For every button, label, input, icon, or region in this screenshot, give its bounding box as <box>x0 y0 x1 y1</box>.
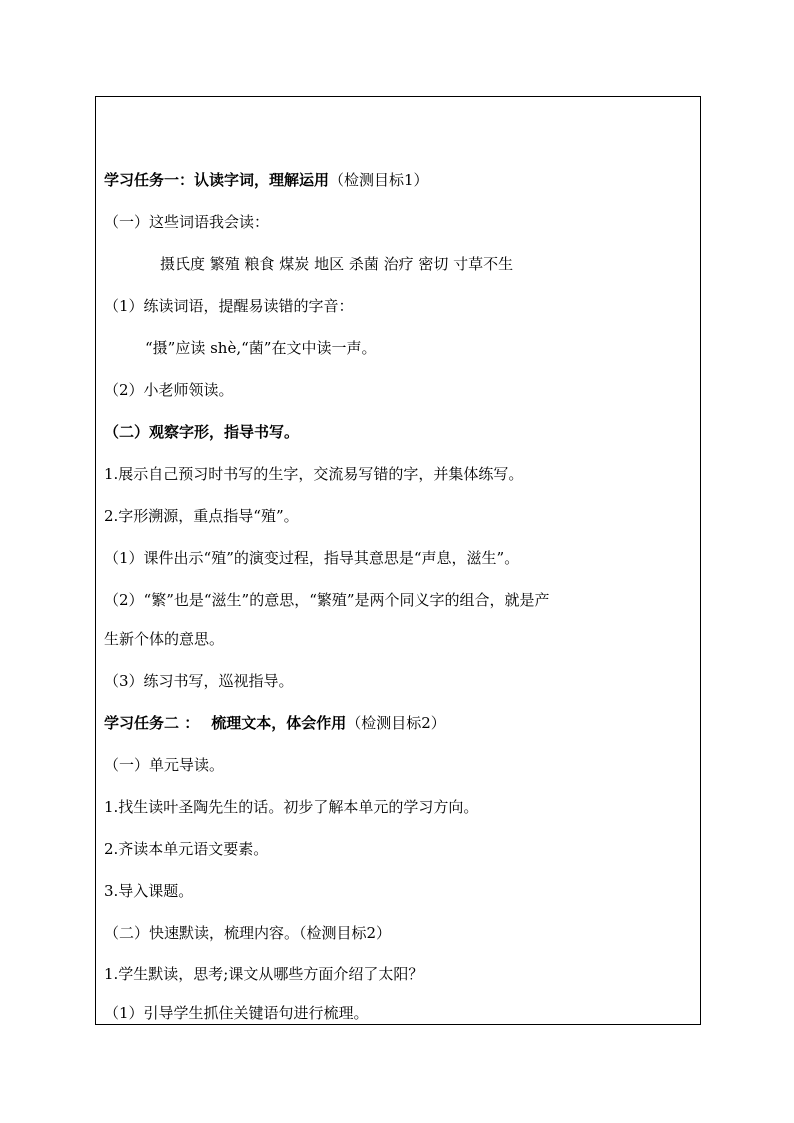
task1-title-rest: （检测目标1） <box>329 171 429 189</box>
task2-section2: （二）快速默读，梳理内容。（检测目标2） <box>104 924 392 942</box>
task1-heading <box>104 169 429 191</box>
task1-title-bold: 学习任务一：认读字词，理解运用 <box>104 171 330 189</box>
task1-section1: （一）这些词语我会读： <box>104 213 270 231</box>
task1-step1: 1.展示自己预习时书写的生字，交流易写错的字，并集体练写。 <box>104 465 524 483</box>
task1-step2: 2.字形溯源，重点指导“殖”。 <box>104 507 299 525</box>
task1-sub1: （1）课件出示“殖”的演变过程，指导其意思是“声息，滋生”。 <box>104 549 520 567</box>
pronunciation-note: “摄”应读 shè,“菌”在文中读一声。 <box>145 339 377 357</box>
task2-heading <box>104 712 446 734</box>
task1-item2: （2）小老师领读。 <box>104 381 234 399</box>
task1-sub3: （3）练习书写，巡视指导。 <box>104 672 294 690</box>
task1-item1: （1）练读词语，提醒易读错的字音： <box>104 297 354 315</box>
task1-sub2-line1: （2）“繁”也是“滋生”的意思，“繁殖”是两个同义字的组合，就是产 <box>104 591 550 609</box>
task1-sub2-line2: 生新个体的意思。 <box>104 630 225 648</box>
task2-title-rest: （检测目标2） <box>346 714 446 732</box>
task2-step3: 3.导入课题。 <box>104 882 194 900</box>
task1-section2: （二）观察字形，指导书写。 <box>104 423 300 441</box>
task2-step1: 1.找生读叶圣陶先生的话。初步了解本单元的学习方向。 <box>104 798 479 816</box>
task2-title-prefix: 学习任务二 ： <box>104 714 200 732</box>
task2-section1: （一）单元导读。 <box>104 756 225 774</box>
vocab-list: 摄氏度 繁殖 粮食 煤炭 地区 杀菌 治疗 密切 寸草不生 <box>160 255 514 273</box>
task2-step4: 1.学生默读，思考;课文从哪些方面介绍了太阳？ <box>104 965 424 983</box>
task2-title-bold: 梳理文本，体会作用 <box>211 714 347 732</box>
task2-sub1: （1）引导学生抓住关键语句进行梳理。 <box>104 1004 369 1022</box>
task2-step2: 2.齐读本单元语文要素。 <box>104 840 269 858</box>
